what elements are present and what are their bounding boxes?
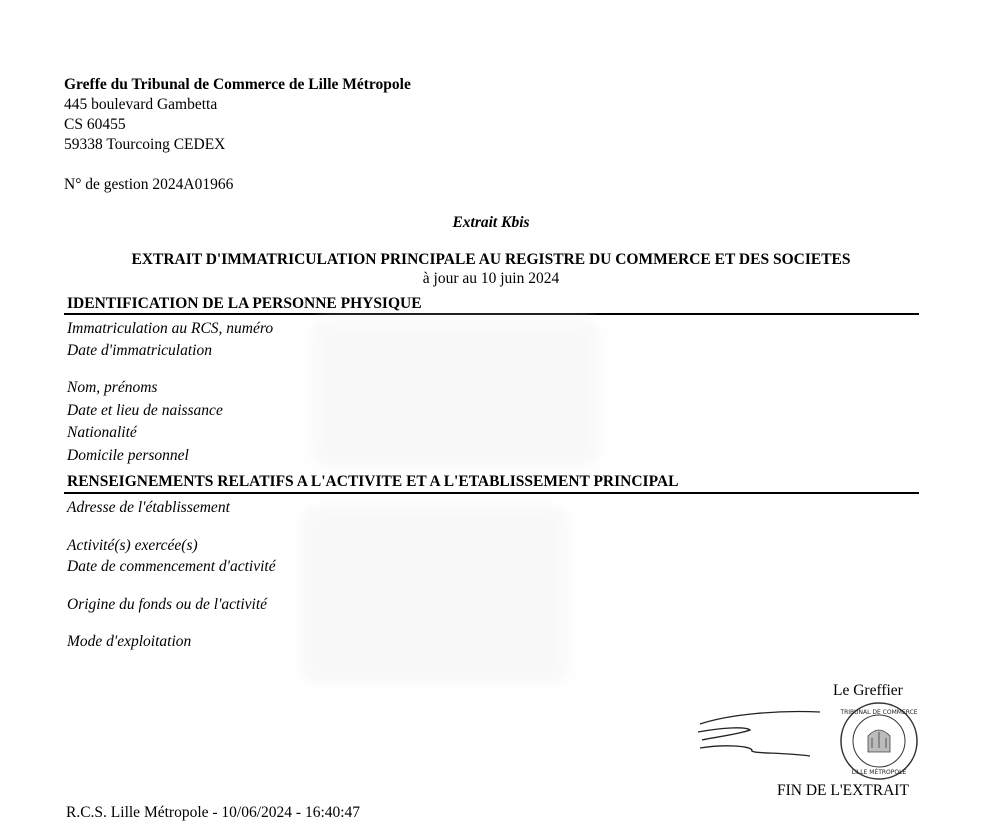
- field-establishment-address: Adresse de l'établissement: [67, 499, 230, 516]
- field-rcs-number: Immatriculation au RCS, numéro: [67, 320, 274, 337]
- field-start-date: Date de commencement d'activité: [67, 558, 276, 575]
- section-identification-rule: [64, 313, 919, 315]
- end-of-extract: FIN DE L'EXTRAIT: [777, 782, 909, 799]
- field-name: Nom, prénoms: [67, 379, 158, 396]
- document-title: EXTRAIT D'IMMATRICULATION PRINCIPALE AU REGISTRE DU COMMERCE ET DES SOCIETES: [131, 251, 851, 268]
- redacted-area-identification: [310, 318, 600, 468]
- signer-label: Le Greffier: [833, 682, 903, 699]
- seal-bottom-text: LILLE MÉTROPOLE: [851, 769, 907, 776]
- field-registration-date: Date d'immatriculation: [67, 342, 212, 359]
- address-line-3: 59338 Tourcoing CEDEX: [64, 136, 226, 153]
- field-birth: Date et lieu de naissance: [67, 402, 223, 419]
- section-identification-heading: IDENTIFICATION DE LA PERSONNE PHYSIQUE: [67, 295, 422, 312]
- section-activity-rule: [64, 492, 919, 494]
- court-name: Greffe du Tribunal de Commerce de Lille Métropole: [64, 76, 411, 93]
- seal-top-text: TRIBUNAL DE COMMERCE: [840, 709, 918, 716]
- document-type: Extrait Kbis: [452, 214, 530, 231]
- handwritten-signature: [690, 704, 830, 770]
- field-origin: Origine du fonds ou de l'activité: [67, 596, 268, 613]
- redacted-area-activity: [300, 505, 570, 685]
- address-line-2: CS 60455: [64, 116, 126, 133]
- rcs-footer-line: R.C.S. Lille Métropole - 10/06/2024 - 16:40:47: [66, 804, 361, 821]
- gestion-number: N° de gestion 2024A01966: [64, 176, 234, 193]
- address-line-1: 445 boulevard Gambetta: [64, 96, 218, 113]
- field-nationality: Nationalité: [67, 424, 137, 441]
- field-operation-mode: Mode d'exploitation: [67, 633, 192, 650]
- court-seal-icon: [838, 700, 920, 782]
- document-date: à jour au 10 juin 2024: [422, 270, 560, 287]
- field-personal-address: Domicile personnel: [67, 447, 189, 464]
- field-activities: Activité(s) exercée(s): [67, 537, 198, 554]
- section-activity-heading: RENSEIGNEMENTS RELATIFS A L'ACTIVITE ET A L'ETABLISSEMENT PRINCIPAL: [67, 473, 679, 490]
